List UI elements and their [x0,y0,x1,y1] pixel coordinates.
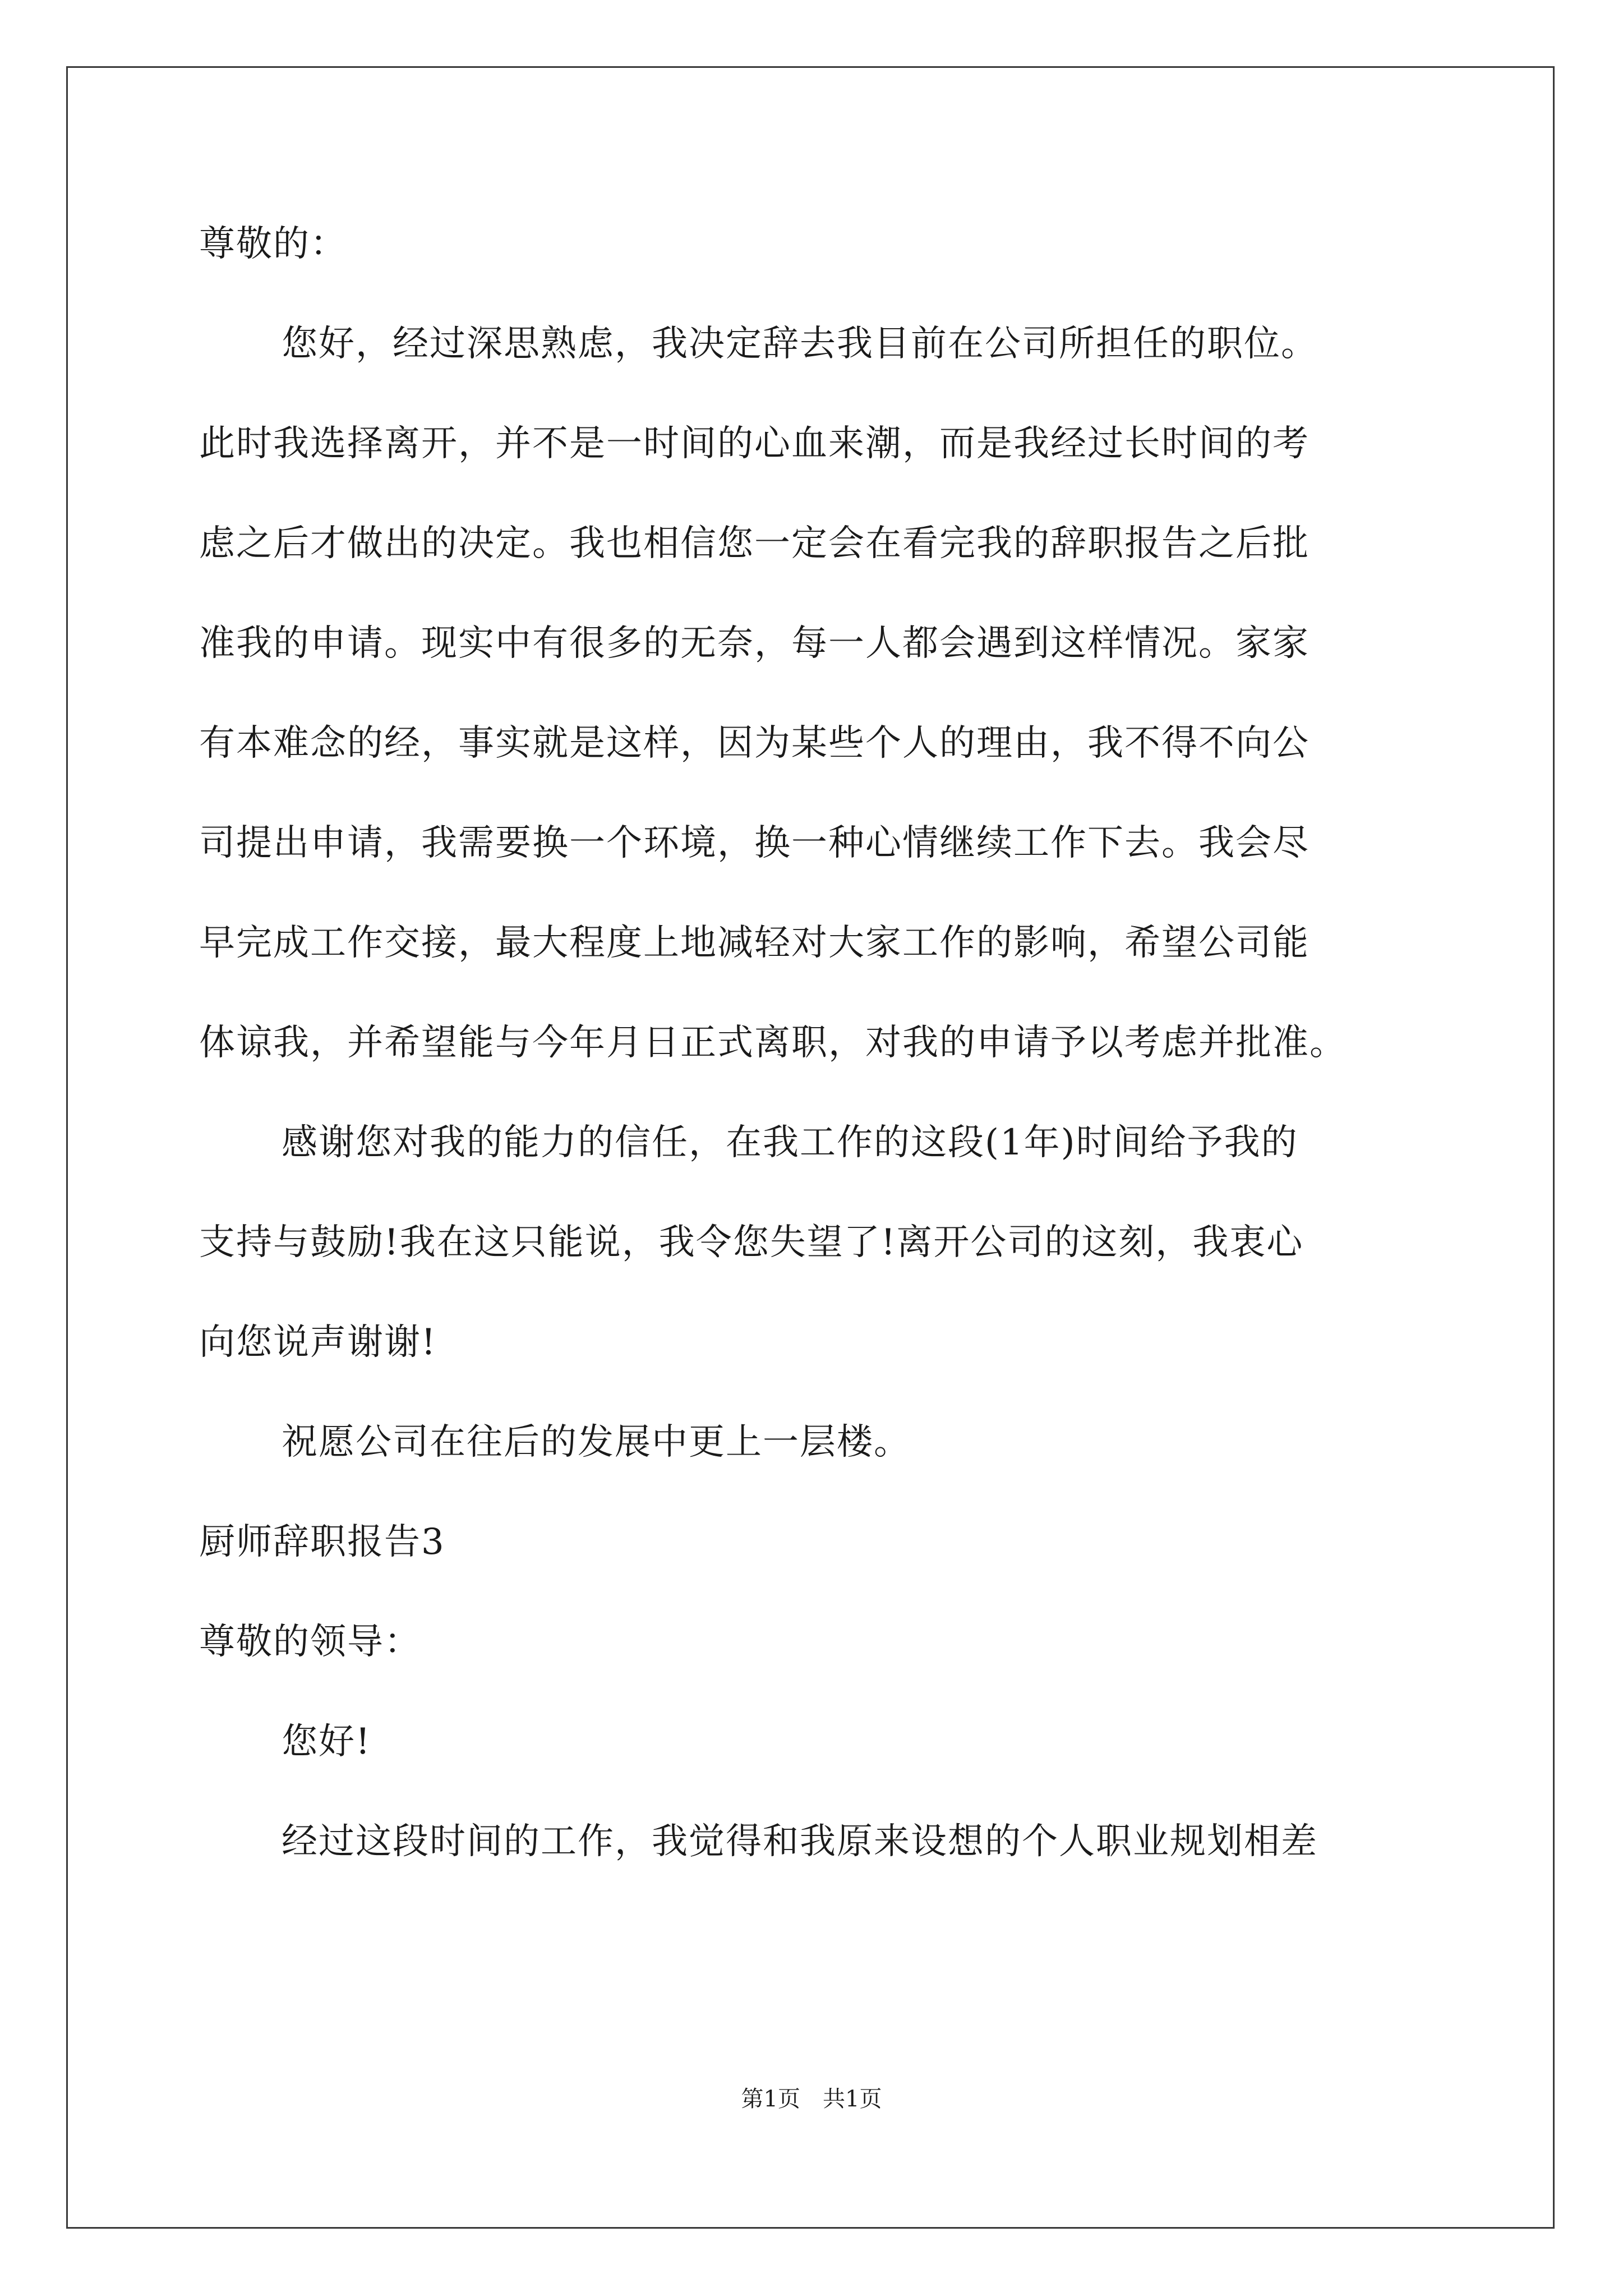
salutation: 尊敬的领导： [199,1621,421,1663]
paragraph-line: 您好，经过深思熟虑，我决定辞去我目前在公司所担任的职位。 [282,323,1318,365]
paragraph-line: 支持与鼓励!我在这只能说，我令您失望了!离开公司的这刻，我衷心 [199,1222,1304,1263]
paragraph-line: 祝愿公司在往后的发展中更上一层楼。 [282,1421,911,1463]
paragraph-line: 司提出申请，我需要换一个环境，换一种心情继续工作下去。我会尽 [199,822,1310,864]
paragraph-line: 向您说声谢谢! [199,1322,437,1363]
page-total: 共1页 [823,2086,882,2112]
paragraph-line: 感谢您对我的能力的信任，在我工作的这段(1年)时间给予我的 [282,1122,1298,1163]
paragraph-line: 经过这段时间的工作，我觉得和我原来设想的个人职业规划相差 [282,1821,1318,1862]
page-number: 第1页 [741,2086,800,2112]
paragraph-line: 有本难念的经，事实就是这样，因为某些个人的理由，我不得不向公 [199,723,1310,764]
salutation: 尊敬的： [199,223,347,265]
paragraph-line: 此时我选择离开，并不是一时间的心血来潮，而是我经过长时间的考 [199,423,1310,464]
paragraph-line: 准我的申请。现实中有很多的无奈，每一人都会遇到这样情况。家家 [199,623,1310,664]
paragraph-line: 虑之后才做出的决定。我也相信您一定会在看完我的辞职报告之后批 [199,523,1310,564]
greeting: 您好! [282,1721,371,1763]
page-footer [0,2085,1623,2113]
paragraph-line: 早完成工作交接，最大程度上地减轻对大家工作的影响，希望公司能 [199,922,1310,964]
section-heading: 厨师辞职报告3 [199,1521,445,1563]
paragraph-line: 体谅我，并希望能与今年月日正式离职，对我的申请予以考虑并批准。 [199,1022,1347,1064]
